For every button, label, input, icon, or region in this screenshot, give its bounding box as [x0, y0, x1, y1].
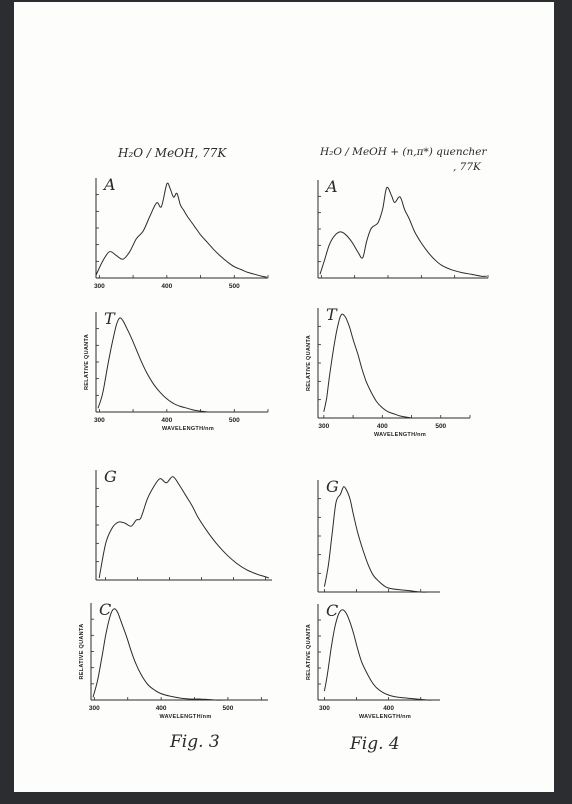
fig3-caption: Fig. 3 — [170, 732, 220, 752]
fig3-t-panel-label: T — [104, 309, 115, 328]
fig3-t-x-tick-label: 500 — [228, 417, 240, 424]
fig3-t-x-axis-label: WAVELENGTH/nm — [161, 426, 215, 432]
fig4-c-x-tick-label: 400 — [383, 705, 395, 712]
fig3-c-x-tick-label: 500 — [222, 705, 234, 712]
fig4-c-y-axis-label: RELATIVE QUANTA — [306, 624, 312, 680]
fig4-header: H₂O / MeOH + (n,π*) quencher — [320, 146, 487, 158]
fig3-a-panel-label: A — [104, 175, 116, 194]
fig4-a-panel-label: A — [326, 177, 338, 196]
fig3-t-y-axis-label: RELATIVE QUANTA — [84, 334, 90, 390]
fig3-a-x-tick-label: 500 — [228, 283, 240, 290]
fig3-t-x-tick-label: 300 — [93, 417, 105, 424]
fig4-t-x-axis-label: WAVELENGTH/nm — [373, 432, 427, 438]
fig3-a-x-tick-label: 300 — [93, 283, 105, 290]
fig4-c-panel-label: C — [326, 601, 339, 620]
fig4-caption: Fig. 4 — [350, 734, 400, 754]
paper-sheet — [14, 2, 554, 792]
fig4-c-x-tick-label: 300 — [318, 705, 330, 712]
fig3-g-panel-label: G — [104, 467, 117, 486]
fig4-header-line2: , 77K — [453, 161, 481, 173]
fig4-t-x-tick-label: 500 — [435, 423, 447, 430]
fig4-t-x-tick-label: 400 — [376, 423, 388, 430]
fig4-t-x-tick-label: 300 — [318, 423, 330, 430]
fig3-c-x-tick-label: 300 — [88, 705, 100, 712]
fig4-t-panel-label: T — [326, 305, 337, 324]
fig3-c-x-tick-label: 400 — [155, 705, 167, 712]
fig3-c-panel-label: C — [99, 600, 112, 619]
fig3-header: H₂O / MeOH, 77K — [118, 146, 227, 160]
fig3-t-x-tick-label: 400 — [161, 417, 173, 424]
fig4-g-panel-label: G — [326, 477, 339, 496]
fig3-a-x-tick-label: 400 — [161, 283, 173, 290]
fig3-c-x-axis-label: WAVELENGTH/nm — [159, 714, 212, 720]
fig4-t-y-axis-label: RELATIVE QUANTA — [306, 335, 312, 391]
fig3-c-y-axis-label: RELATIVE QUANTA — [79, 623, 85, 680]
fig4-c-x-axis-label: WAVELENGTH/nm — [358, 714, 412, 720]
